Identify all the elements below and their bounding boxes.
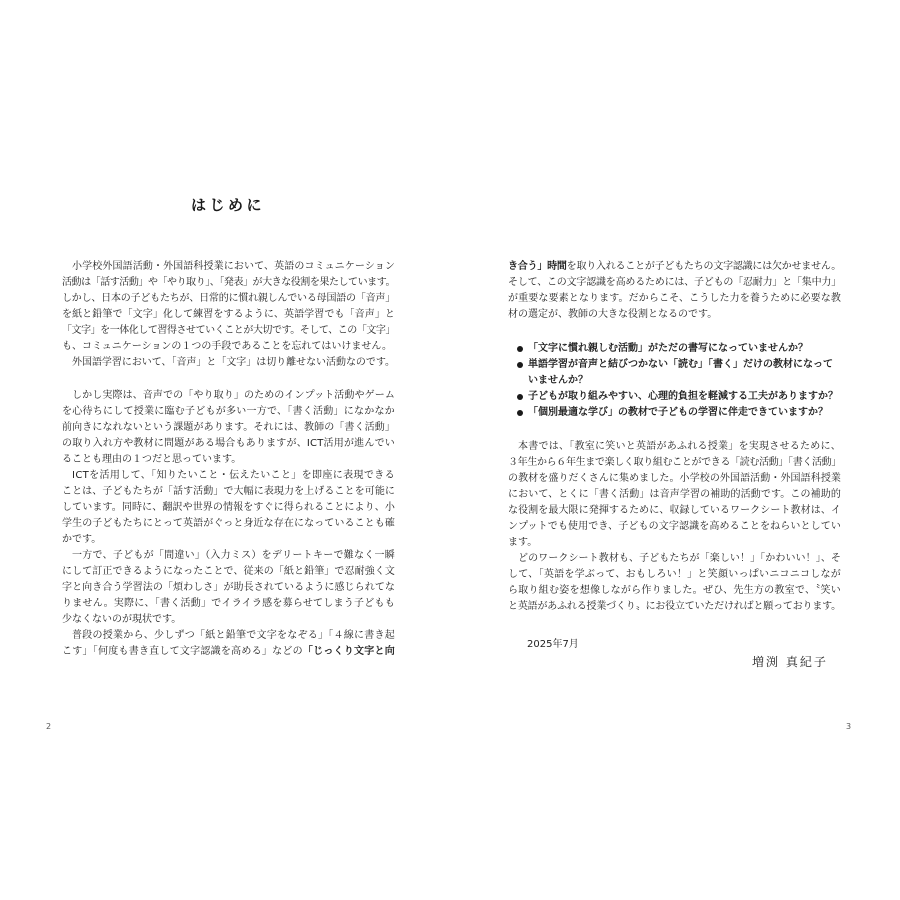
line-text (62, 646, 395, 657)
line-text: ICTを活用して、「知りたいこと・伝えたいこと」を即座に表現できる (72, 470, 395, 481)
line-text: 材の選定が、教師の大きな役割となるのです。 (508, 309, 718, 320)
line-text: ます。 (508, 537, 538, 548)
text-line (62, 484, 395, 500)
text-line (62, 548, 395, 564)
text-line (62, 339, 395, 355)
line-text: かです。 (62, 534, 102, 545)
text-line (62, 628, 395, 644)
line-text: そして、この文字認識を高めるためには、子どもの「忍耐力」と「集中力」 (508, 277, 841, 288)
author-name: 増渕 真紀子 (752, 655, 828, 669)
line-text: 字と向き合う学習法の「煩わしさ」が助長されているように感じられてな (62, 582, 395, 593)
text-line (508, 307, 841, 323)
line-text: 小学校外国語活動・外国語科授業において、英語のコミュニケーション (72, 261, 395, 272)
question-item-continued (508, 373, 841, 389)
question-text: 「個別最適な学び」の教材で子どもの学習に伴走できていますか？ (528, 407, 828, 418)
text-line (508, 259, 841, 275)
line-text: ンプットでも使用でき、子どもの文字認識を高めることをねらいとしてい (508, 521, 841, 532)
text-line (62, 436, 395, 452)
question-item (508, 405, 841, 421)
emphasis-text: 「じっくり文字と向 (302, 646, 396, 657)
text-line (508, 583, 841, 599)
page-number: 2 (46, 722, 52, 731)
text-line (62, 612, 395, 628)
line-text: しかし実際は、音声での「やり取り」のためのインプット活動やゲーム (72, 390, 395, 401)
text-line (508, 599, 841, 615)
paragraph-gap (508, 323, 841, 341)
text-line (508, 535, 841, 551)
text-line (62, 323, 395, 339)
line-text: の取り入れ方や教材に問題がある場合もありますが、ICT活用が進んでい (62, 438, 395, 449)
line-text: しかし、日本の子どもたちが、日常的に慣れ親しんでいる母国語の「音声」 (62, 293, 395, 304)
text-line (62, 307, 395, 323)
question-text: 単語学習が音声と結びつかない「読む」「書く」だけの教材になって (528, 359, 833, 370)
emphasis-text: き合う」時間 (508, 261, 567, 272)
line-text: しています。同時に、翻訳や世界の情報をすぐに得られることにより、小 (62, 502, 395, 513)
text-line (62, 275, 395, 291)
text-line (508, 275, 841, 291)
line-text: りません。実際に、「書く活動」でイライラ感を募らせてしまう子どもも (62, 598, 395, 609)
line-text: ３年生から６年生まで楽しく取り組むことができる「読む活動」「書く活動」 (508, 457, 841, 468)
bullet-icon (517, 362, 523, 368)
text-line (62, 291, 395, 307)
text-line (62, 532, 395, 548)
page-title: はじめに (191, 196, 266, 214)
text-line (62, 420, 395, 436)
line-text-plain: を取り入れることが子どもたちの文字認識には欠かせません。 (566, 261, 842, 272)
text-line (508, 503, 841, 519)
text-line (508, 455, 841, 471)
question-text: 子どもが取り組みやすい、心理的負担を軽減する工夫がありますか？ (528, 391, 838, 402)
text-line (62, 452, 395, 468)
line-text: 外国語学習において、「音声」と「文字」は切り離せない活動なのです。 (72, 357, 395, 368)
text-line (508, 439, 841, 455)
line-text: 一方で、子どもが「間違い」（入力ミス）をデリートキーで難なく一瞬 (72, 550, 395, 561)
line-text: 「文字」を一体化して習得させていくことが大切です。そして、この「文字」 (62, 325, 395, 336)
line-text (508, 261, 841, 272)
page-number: 3 (846, 722, 852, 731)
text-line (508, 487, 841, 503)
text-line (62, 259, 395, 275)
text-line (508, 291, 841, 307)
text-line (62, 468, 395, 484)
line-text: を心待ちにして授業に臨む子どもが多い一方で、「書く活動」になかなか (62, 406, 395, 417)
line-text: と英語があふれる授業づくり〟にお役立ていただければと願っております。 (508, 601, 841, 612)
text-line (62, 596, 395, 612)
line-text: 少なくないのが現状です。 (62, 614, 182, 625)
preface-body-right (508, 259, 841, 615)
right-page (450, 0, 900, 900)
preface-body-left (62, 259, 395, 660)
question-text: いませんか？ (528, 375, 588, 386)
text-line (508, 519, 841, 535)
question-item (508, 357, 841, 373)
text-line (62, 355, 395, 371)
text-line (508, 551, 841, 567)
line-text: 前向きになれないという課題があります。それには、教師の「書く活動」 (62, 422, 395, 433)
line-text: どのワークシート教材も、子どもたちが「楽しい！」「かわいい！」、そ (518, 553, 841, 564)
paragraph-gap (508, 421, 841, 439)
date: 2025年7月 (527, 639, 579, 650)
line-text: が重要な要素となります。だからこそ、こうした力を養うために必要な教 (508, 293, 841, 304)
line-text: において、とくに「書く活動」は音声学習の補助的活動です。この補助的 (508, 489, 841, 500)
line-text: 学生の子どもたちにとって英語がぐっと身近な存在になっていることも確 (62, 518, 395, 529)
text-line (62, 404, 395, 420)
text-line (62, 564, 395, 580)
question-text: 「文字に慣れ親しむ活動」がただの書写になっていませんか？ (528, 343, 808, 354)
line-text: ることも理由の１つだと思っています。 (62, 454, 242, 465)
bullet-icon (517, 410, 523, 416)
line-text: な役割を最大限に発揮するために、収録しているワークシート教材は、イ (508, 505, 841, 516)
text-line (62, 644, 395, 660)
line-text: も、コミュニケーションの１つの手段であることを忘れてはいけません。 (62, 341, 392, 352)
line-text: 普段の授業から、少しずつ「紙と鉛筆で文字をなぞる」「４線に書き起 (72, 630, 395, 641)
text-line (508, 471, 841, 487)
text-line (62, 580, 395, 596)
bullet-icon (517, 394, 523, 400)
text-line (508, 567, 841, 583)
text-line (62, 516, 395, 532)
line-text: ら取り組む姿を想像しながら作りました。ぜひ、先生方の教室で、〝笑い (508, 585, 841, 596)
line-text: ことは、子どもたちが「話す活動」で大幅に表現力を上げることを可能に (62, 486, 395, 497)
paragraph-gap (62, 371, 395, 388)
line-text: の教材を盛りだくさんに集めました。小学校の外国語活動・外国語科授業 (508, 473, 841, 484)
line-text: 本書では、「教室に笑いと英語があふれる授業」を実現させるために、 (518, 441, 841, 452)
question-item (508, 389, 841, 405)
question-item (508, 341, 841, 357)
text-line (62, 388, 395, 404)
bullet-icon (517, 346, 523, 352)
line-text: 活動は「話す活動」や「やり取り」、「発表」が大きな役割を果たしています。 (62, 277, 395, 288)
line-text: を紙と鉛筆で「文字」化して練習をするように、英語学習でも「音声」と (62, 309, 395, 320)
text-line (62, 500, 395, 516)
line-text-plain: こす」「何度も書き直して文字認識を高める」などの (62, 646, 303, 657)
line-text: して、「英語を学ぶって、おもしろい！」と笑顔いっぱいニコニコしなが (508, 569, 841, 580)
line-text: にして訂正できるようになったことで、従来の「紙と鉛筆」で忍耐強く文 (62, 566, 395, 577)
